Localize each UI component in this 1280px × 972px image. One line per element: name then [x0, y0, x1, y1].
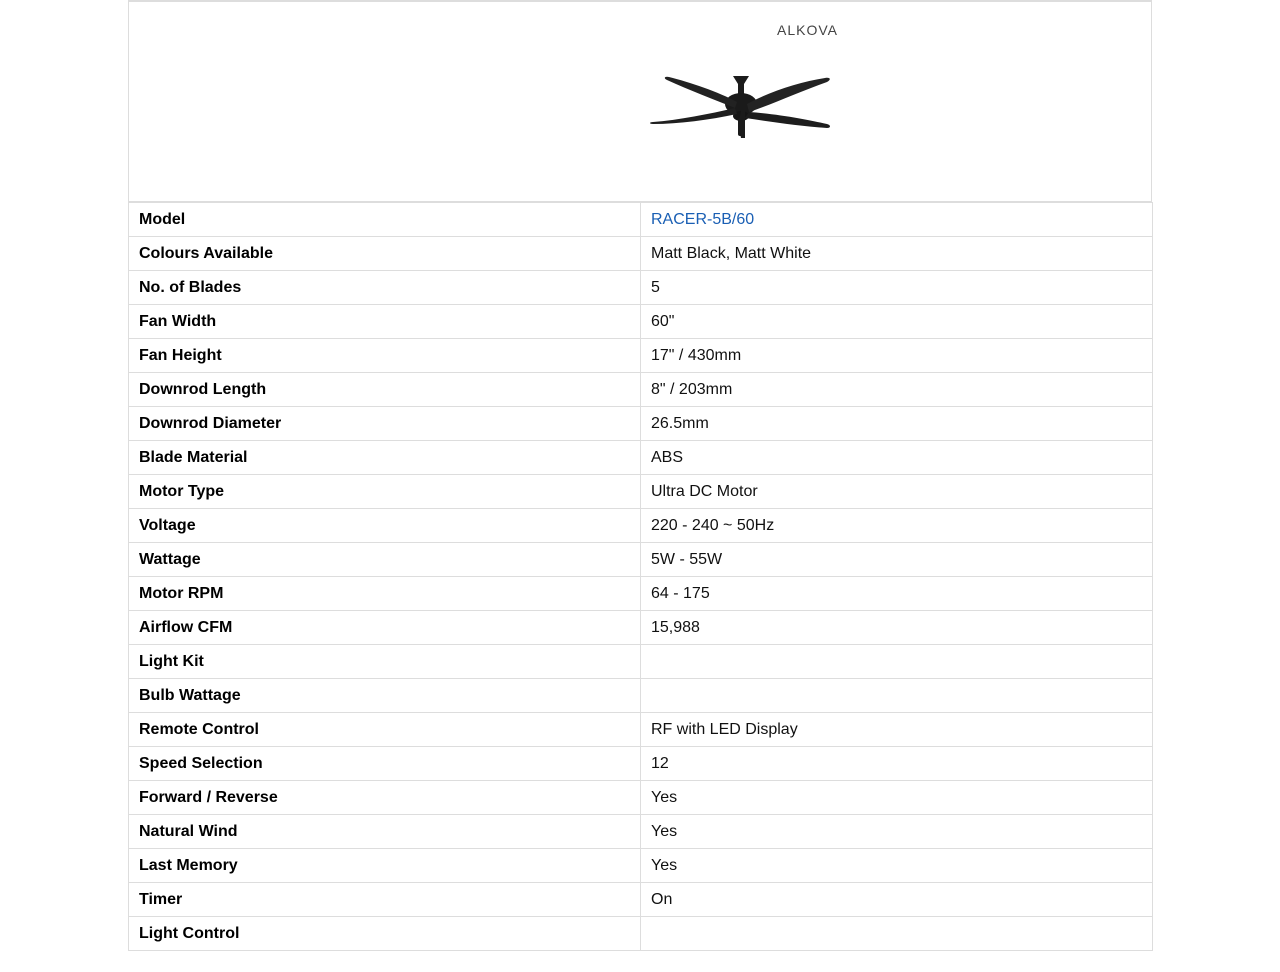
table-row [129, 815, 1153, 849]
spec-label: Blade Material [129, 441, 641, 475]
spec-value: 220 - 240 ~ 50Hz [641, 509, 1153, 543]
spec-value: 5W - 55W [641, 543, 1153, 577]
table-row [129, 747, 1153, 781]
spec-value: 8" / 203mm [641, 373, 1153, 407]
table-row [129, 679, 1153, 713]
table-row [129, 373, 1153, 407]
table-row [129, 849, 1153, 883]
spec-value: 15,988 [641, 611, 1153, 645]
spec-label: Last Memory [129, 849, 641, 883]
spec-label: Natural Wind [129, 815, 641, 849]
table-row [129, 441, 1153, 475]
table-row [129, 305, 1153, 339]
spec-value: On [641, 883, 1153, 917]
spec-value: Matt Black, Matt White [641, 237, 1153, 271]
table-row [129, 713, 1153, 747]
spec-label: Forward / Reverse [129, 781, 641, 815]
table-row [129, 271, 1153, 305]
spec-value: 60" [641, 305, 1153, 339]
table-row [129, 203, 1153, 237]
model-link[interactable]: RACER-5B/60 [641, 203, 1153, 237]
table-row [129, 475, 1153, 509]
table-row [129, 543, 1153, 577]
spec-value: Yes [641, 849, 1153, 883]
spec-label: Downrod Diameter [129, 407, 641, 441]
spec-label: Downrod Length [129, 373, 641, 407]
table-row [129, 883, 1153, 917]
table-row [129, 611, 1153, 645]
spec-label: Light Kit [129, 645, 641, 679]
spec-value: 17" / 430mm [641, 339, 1153, 373]
spec-label: Wattage [129, 543, 641, 577]
table-row [129, 509, 1153, 543]
product-header [128, 0, 1152, 202]
spec-value: Yes [641, 815, 1153, 849]
spec-label: Model [129, 203, 641, 237]
table-row [129, 917, 1153, 951]
spec-table [128, 202, 1153, 951]
spec-value: Yes [641, 781, 1153, 815]
table-row [129, 237, 1153, 271]
spec-label: Motor RPM [129, 577, 641, 611]
spec-label: No. of Blades [129, 271, 641, 305]
spec-value: 64 - 175 [641, 577, 1153, 611]
product-image [649, 62, 833, 142]
spec-value: 26.5mm [641, 407, 1153, 441]
brand-logo: ALKOVA [777, 22, 838, 38]
table-row [129, 577, 1153, 611]
table-row [129, 339, 1153, 373]
spec-label: Colours Available [129, 237, 641, 271]
spec-value [641, 917, 1153, 951]
spec-value: Ultra DC Motor [641, 475, 1153, 509]
table-row [129, 645, 1153, 679]
spec-value [641, 679, 1153, 713]
spec-label: Remote Control [129, 713, 641, 747]
spec-label: Fan Width [129, 305, 641, 339]
spec-label: Motor Type [129, 475, 641, 509]
spec-label: Timer [129, 883, 641, 917]
spec-label: Light Control [129, 917, 641, 951]
table-row [129, 781, 1153, 815]
spec-label: Fan Height [129, 339, 641, 373]
spec-value: 5 [641, 271, 1153, 305]
spec-container [128, 0, 1152, 951]
spec-label: Bulb Wattage [129, 679, 641, 713]
spec-value: 12 [641, 747, 1153, 781]
spec-value: ABS [641, 441, 1153, 475]
spec-value: RF with LED Display [641, 713, 1153, 747]
spec-value [641, 645, 1153, 679]
table-row [129, 407, 1153, 441]
spec-label: Speed Selection [129, 747, 641, 781]
spec-label: Airflow CFM [129, 611, 641, 645]
spec-label: Voltage [129, 509, 641, 543]
